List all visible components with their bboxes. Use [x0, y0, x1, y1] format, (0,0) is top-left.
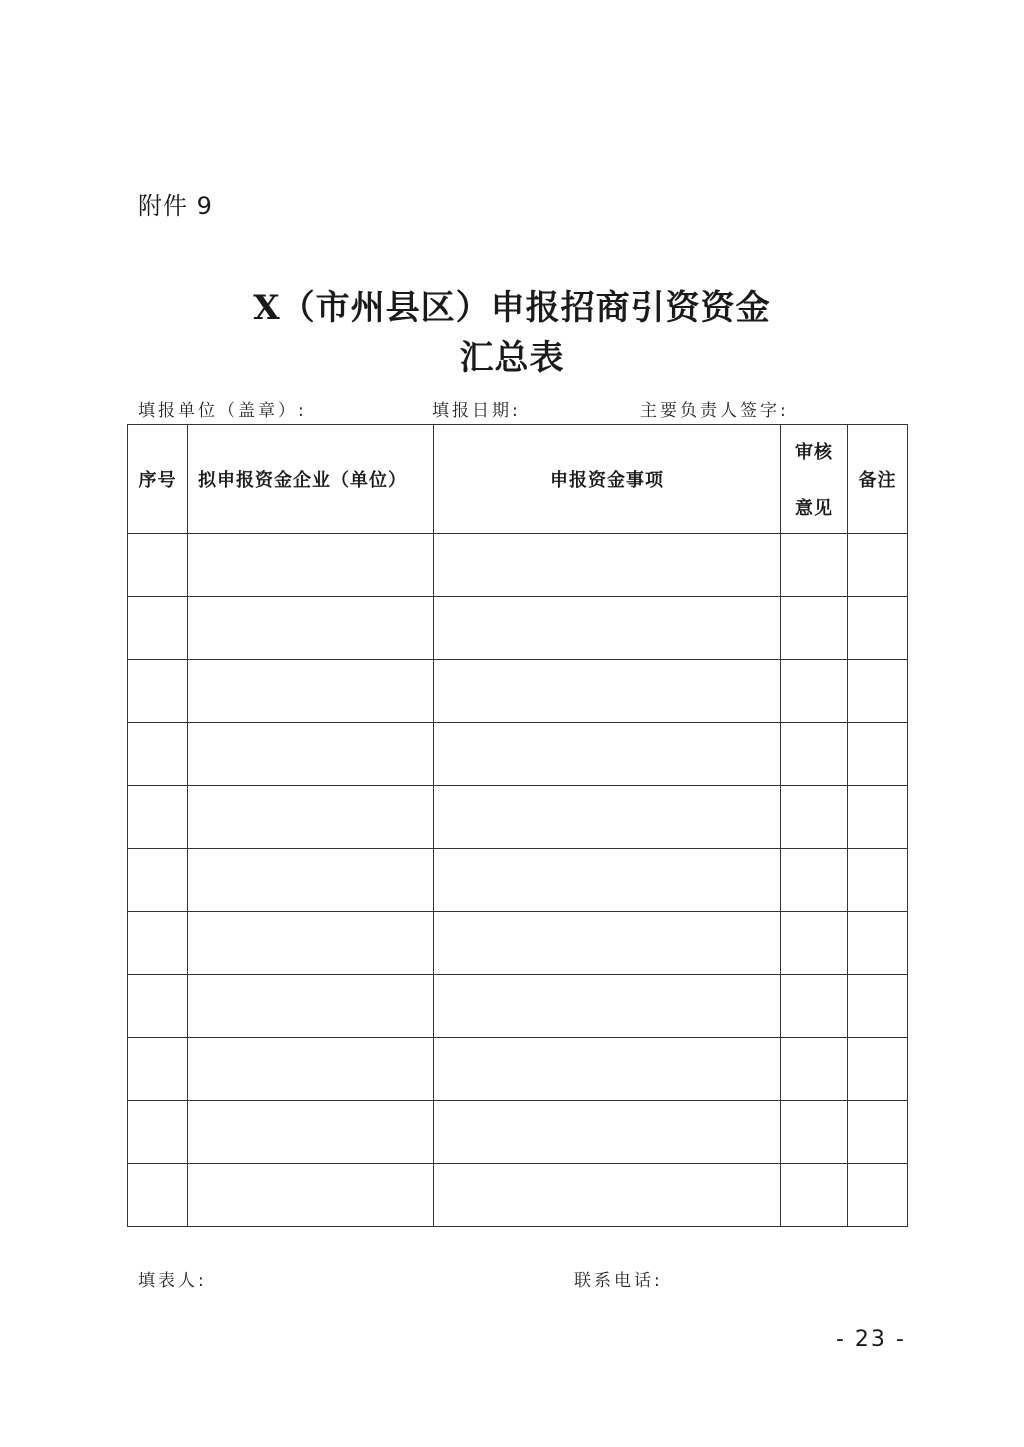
- cell-remark[interactable]: [848, 849, 908, 912]
- cell-review[interactable]: [781, 723, 848, 786]
- cell-review[interactable]: [781, 597, 848, 660]
- cell-remark[interactable]: [848, 975, 908, 1038]
- cell-review[interactable]: [781, 1038, 848, 1101]
- cell-review[interactable]: [781, 534, 848, 597]
- cell-matter[interactable]: [434, 534, 781, 597]
- cell-remark[interactable]: [848, 1101, 908, 1164]
- attachment-label: 附件 9: [138, 192, 213, 220]
- cell-matter[interactable]: [434, 1164, 781, 1227]
- cell-matter[interactable]: [434, 723, 781, 786]
- cell-company[interactable]: [188, 849, 434, 912]
- cell-remark[interactable]: [848, 534, 908, 597]
- table-row: [128, 849, 908, 912]
- cell-remark[interactable]: [848, 597, 908, 660]
- cell-review[interactable]: [781, 1164, 848, 1227]
- cell-company[interactable]: [188, 912, 434, 975]
- cell-matter[interactable]: [434, 912, 781, 975]
- cell-review[interactable]: [781, 849, 848, 912]
- cell-company[interactable]: [188, 1164, 434, 1227]
- table-row: [128, 723, 908, 786]
- table-row: [128, 597, 908, 660]
- cell-review[interactable]: [781, 1101, 848, 1164]
- cell-seq[interactable]: [128, 975, 188, 1038]
- cell-review[interactable]: [781, 660, 848, 723]
- form-filler-label: 填表人:: [138, 1271, 207, 1291]
- table-row: [128, 912, 908, 975]
- header-review-line1: 审核: [795, 442, 833, 463]
- table-row: [128, 1101, 908, 1164]
- filling-date-label: 填报日期:: [432, 401, 521, 421]
- principal-signature-label: 主要负责人签字:: [640, 401, 789, 421]
- summary-table: [127, 424, 908, 1227]
- cell-seq[interactable]: [128, 723, 188, 786]
- cell-seq[interactable]: [128, 1101, 188, 1164]
- cell-review[interactable]: [781, 912, 848, 975]
- table-row: [128, 786, 908, 849]
- table-row: [128, 660, 908, 723]
- cell-matter[interactable]: [434, 786, 781, 849]
- cell-matter[interactable]: [434, 660, 781, 723]
- cell-seq[interactable]: [128, 534, 188, 597]
- cell-remark[interactable]: [848, 786, 908, 849]
- header-matter: 申报资金事项: [434, 425, 781, 534]
- cell-company[interactable]: [188, 534, 434, 597]
- cell-company[interactable]: [188, 786, 434, 849]
- cell-seq[interactable]: [128, 849, 188, 912]
- header-review-line2: 意见: [795, 498, 833, 519]
- cell-matter[interactable]: [434, 597, 781, 660]
- cell-matter[interactable]: [434, 1038, 781, 1101]
- cell-seq[interactable]: [128, 597, 188, 660]
- header-seq: 序号: [128, 425, 188, 534]
- cell-seq[interactable]: [128, 660, 188, 723]
- filling-unit-label: 填报单位（盖章）:: [138, 401, 307, 421]
- table-row: [128, 1164, 908, 1227]
- table-row: [128, 534, 908, 597]
- cell-remark[interactable]: [848, 660, 908, 723]
- table-header-row: [128, 425, 908, 534]
- contact-phone-label: 联系电话:: [574, 1271, 663, 1291]
- cell-review[interactable]: [781, 975, 848, 1038]
- cell-seq[interactable]: [128, 1164, 188, 1227]
- cell-seq[interactable]: [128, 786, 188, 849]
- cell-remark[interactable]: [848, 723, 908, 786]
- table-body: [128, 534, 908, 1227]
- cell-matter[interactable]: [434, 1101, 781, 1164]
- document-title: X（市州县区）申报招商引资资金: [253, 288, 771, 328]
- cell-company[interactable]: [188, 1038, 434, 1101]
- cell-seq[interactable]: [128, 912, 188, 975]
- cell-matter[interactable]: [434, 975, 781, 1038]
- cell-remark[interactable]: [848, 912, 908, 975]
- header-company: 拟申报资金企业（单位）: [188, 425, 434, 534]
- cell-remark[interactable]: [848, 1038, 908, 1101]
- cell-seq[interactable]: [128, 1038, 188, 1101]
- header-review: [781, 425, 848, 534]
- cell-company[interactable]: [188, 975, 434, 1038]
- page-number: - 23 -: [836, 1327, 906, 1352]
- cell-matter[interactable]: [434, 849, 781, 912]
- cell-company[interactable]: [188, 723, 434, 786]
- cell-company[interactable]: [188, 597, 434, 660]
- cell-company[interactable]: [188, 1101, 434, 1164]
- table-row: [128, 975, 908, 1038]
- header-remark: 备注: [848, 425, 908, 534]
- cell-remark[interactable]: [848, 1164, 908, 1227]
- table-row: [128, 1038, 908, 1101]
- cell-review[interactable]: [781, 786, 848, 849]
- document-subtitle: 汇总表: [459, 338, 565, 378]
- cell-company[interactable]: [188, 660, 434, 723]
